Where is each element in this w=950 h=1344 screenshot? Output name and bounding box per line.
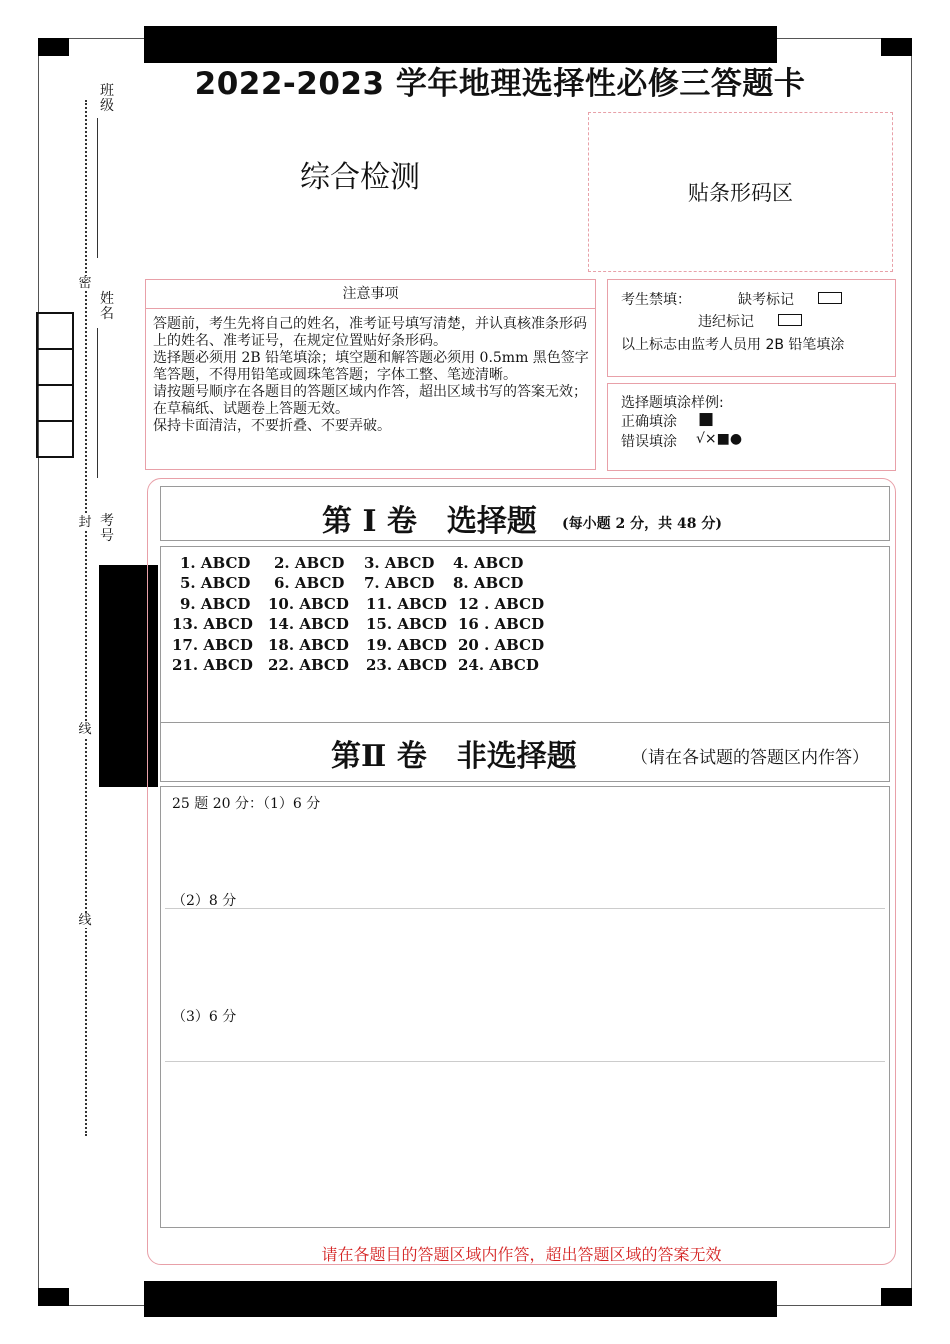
- wrong-fill-marks: √×■●: [696, 431, 743, 447]
- q25-part3-label: （3）6 分: [172, 1009, 237, 1025]
- answer-row: [172, 553, 554, 573]
- seat-box[interactable]: [36, 386, 74, 422]
- choice-item[interactable]: 3. ABCD: [364, 554, 435, 572]
- prohibited-label: 考生禁填：: [621, 292, 691, 308]
- choice-item[interactable]: 11. ABCD: [366, 594, 447, 613]
- correct-fill-label: 正确填涂: [621, 414, 677, 430]
- notes-line: 请按题号顺序在各题目的答题区域内作答，超出区域书写的答案无效；在草稿纸、试题卷上答题无效。: [153, 384, 587, 417]
- exam-number-label: 考号: [100, 513, 114, 544]
- seal-char-xian-1: 线: [78, 722, 92, 737]
- answer-row: [172, 573, 554, 593]
- fill-example-title: 选择题填涂样例:: [621, 395, 724, 411]
- section2-title: 第Ⅱ 卷 非选择题: [331, 739, 577, 774]
- class-field-line[interactable]: [97, 118, 98, 258]
- choice-item[interactable]: 1. ABCD: [180, 554, 251, 572]
- name-label: 姓名: [100, 291, 114, 322]
- absent-mark-label: 缺考标记: [738, 292, 794, 308]
- subtitle: 综合检测: [300, 160, 420, 195]
- choice-item[interactable]: 2. ABCD: [274, 554, 345, 572]
- page-border-left: [38, 56, 39, 1288]
- choice-item[interactable]: 8. ABCD: [453, 574, 524, 593]
- card-title: 2022-2023 学年地理选择性必修三答题卡: [194, 66, 806, 102]
- corner-mark-top-right: [881, 38, 912, 56]
- q25-divider-1: [165, 908, 885, 909]
- section2-header: [160, 722, 890, 782]
- barcode-area[interactable]: 贴条形码区: [588, 112, 893, 272]
- name-field-line[interactable]: [97, 328, 98, 478]
- seal-char-feng: 封: [78, 515, 92, 530]
- seal-dotted-line: [85, 100, 87, 1136]
- fill-example-box: [607, 383, 896, 471]
- q25-divider-2: [165, 1061, 885, 1062]
- choice-item[interactable]: 6. ABCD: [274, 574, 345, 593]
- choice-item[interactable]: 17. ABCD: [172, 635, 253, 654]
- seat-box[interactable]: [36, 350, 74, 386]
- page-border-top-right: [777, 38, 881, 39]
- answer-row: [172, 594, 554, 614]
- choice-item[interactable]: 20 . ABCD: [458, 635, 545, 654]
- choice-item[interactable]: 7. ABCD: [364, 574, 435, 593]
- page-border-right: [911, 56, 912, 1288]
- absent-mark-box[interactable]: [818, 292, 842, 304]
- bottom-black-bar: [144, 1281, 777, 1317]
- choice-item[interactable]: 5. ABCD: [180, 574, 251, 593]
- notes-box: [145, 279, 596, 470]
- choice-item[interactable]: 18. ABCD: [268, 635, 349, 654]
- choice-item[interactable]: 24. ABCD: [458, 656, 539, 675]
- prohibited-note: 以上标志由监考人员用 2B 铅笔填涂: [621, 337, 845, 353]
- notes-line: 答题前，考生先将自己的姓名，准考证号填写清楚，并认真核准条形码上的姓名、准考证号，在规定位置贴好条形码。: [153, 316, 587, 349]
- q25-answer-box[interactable]: [160, 786, 890, 1228]
- page-border-bottom-right: [777, 1305, 881, 1306]
- section1-note: (每小题 2 分，共 48 分): [562, 516, 722, 532]
- choice-item[interactable]: 15. ABCD: [366, 615, 447, 634]
- class-label: 班级: [100, 83, 114, 114]
- corner-mark-bottom-right: [881, 1288, 912, 1306]
- q25-part2-label: （2）8 分: [172, 893, 237, 909]
- choice-item[interactable]: 10. ABCD: [268, 594, 349, 613]
- choice-item[interactable]: 13. ABCD: [172, 615, 253, 634]
- choice-item[interactable]: 9. ABCD: [180, 594, 251, 613]
- correct-fill-mark: ■: [698, 409, 715, 429]
- choice-item[interactable]: 23. ABCD: [366, 656, 447, 675]
- prohibited-box: [607, 279, 896, 377]
- footer-warning: 请在各题目的答题区域内作答，超出答题区域的答案无效: [321, 1245, 722, 1264]
- seat-box[interactable]: [36, 422, 74, 458]
- seat-number-boxes[interactable]: [36, 312, 72, 458]
- choice-item[interactable]: 16 . ABCD: [458, 615, 545, 634]
- section1-title: 第 I 卷 选择题: [322, 504, 537, 539]
- choice-item[interactable]: 21. ABCD: [172, 656, 253, 675]
- choice-item[interactable]: 22. ABCD: [268, 656, 349, 675]
- seal-char-mi: 密: [78, 276, 92, 291]
- corner-mark-bottom-left: [38, 1288, 69, 1306]
- answer-grid: [172, 553, 554, 675]
- seat-box[interactable]: [36, 312, 74, 350]
- choice-item[interactable]: 14. ABCD: [268, 615, 349, 634]
- violation-mark-box[interactable]: [778, 314, 802, 326]
- choice-item[interactable]: 12 . ABCD: [458, 594, 545, 613]
- notes-line: 保持卡面清洁，不要折叠、不要弄破。: [153, 418, 391, 434]
- choice-item[interactable]: 4. ABCD: [453, 554, 524, 572]
- q25-header: 25 题 20 分：（1）6 分: [172, 796, 321, 812]
- violation-mark-label: 违纪标记: [698, 314, 754, 330]
- notes-heading: 注意事项: [146, 280, 595, 309]
- corner-mark-top-left: [38, 38, 69, 56]
- choice-item[interactable]: 19. ABCD: [366, 635, 447, 654]
- section2-note: （请在各试题的答题区内作答）: [631, 748, 869, 768]
- seal-char-xian-2: 线: [78, 913, 92, 928]
- answer-row: [172, 655, 554, 675]
- page-border-bottom-left: [69, 1305, 144, 1306]
- wrong-fill-label: 错误填涂: [621, 434, 677, 450]
- page-border-top-left: [69, 38, 144, 39]
- notes-line: 选择题必须用 2B 铅笔填涂；填空题和解答题必须用 0.5mm 黑色签字笔答题，不得用铅笔或圆珠笔答题；字体工整、笔迹清晰。: [153, 350, 589, 383]
- answer-row: [172, 635, 554, 655]
- answer-row: [172, 614, 554, 634]
